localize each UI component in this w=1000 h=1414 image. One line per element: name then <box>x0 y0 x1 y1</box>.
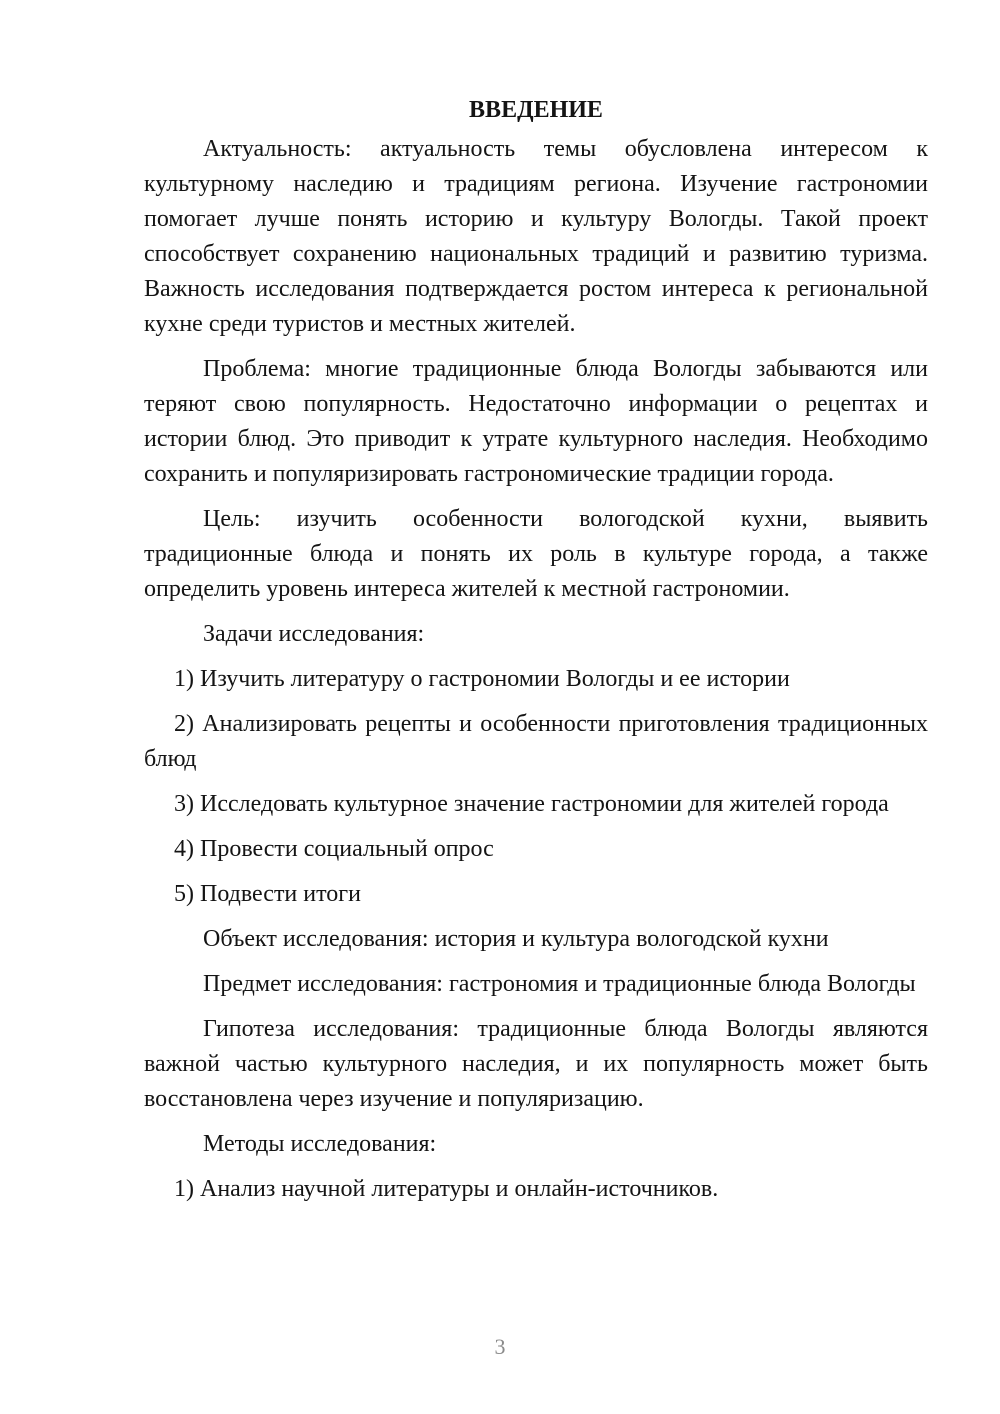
tasks-heading: Задачи исследования: <box>203 621 425 647</box>
method-item: 1) Анализ научной литературы и онлайн-источников. <box>174 1176 719 1202</box>
document-page <box>144 94 928 1217</box>
methods-heading: Методы исследования: <box>203 1131 437 1157</box>
research-object: Объект исследования: история и культура вологодской кухни <box>203 926 829 952</box>
research-hypothesis: Гипотеза исследования: традиционные блюда Вологды являются важной частью культурного наследия, и их популярность может быть восстановлена через изучение и популяризацию. <box>144 1016 928 1112</box>
task-item: 5) Подвести итоги <box>174 881 361 907</box>
problem-paragraph: Проблема: многие традиционные блюда Вологды забываются или теряют свою популярность. Недостаточно информации о рецептах и истории блюд. Это приводит к утрате культурного наследия. Необходимо сохранить и популяризировать гастрономические традиции города. <box>144 356 928 487</box>
research-subject: Предмет исследования: гастрономия и традиционные блюда Вологды <box>203 971 916 997</box>
task-item: 3) Исследовать культурное значение гастрономии для жителей города <box>174 791 889 817</box>
goal-paragraph: Цель: изучить особенности вологодской кухни, выявить традиционные блюда и понять их роль в культуре города, а также определить уровень интереса жителей к местной гастрономии. <box>144 506 928 602</box>
page-number: 3 <box>494 1334 506 1359</box>
task-item: 2) Анализировать рецепты и особенности приготовления традиционных блюд <box>144 711 928 772</box>
relevance-paragraph: Актуальность: актуальность темы обусловлена интересом к культурному наследию и традициям региона. Изучение гастрономии помогает лучше понять историю и культуру Вологды. Такой проект способствует сохранению национальных традиций и развитию туризма. Важность исследования подтверждается ростом интереса к региональной кухне среди туристов и местных жителей. <box>144 136 928 337</box>
section-title: ВВЕДЕНИЕ <box>469 97 603 123</box>
task-item: 1) Изучить литературу о гастрономии Вологды и ее истории <box>174 666 790 692</box>
task-item: 4) Провести социальный опрос <box>174 836 494 862</box>
